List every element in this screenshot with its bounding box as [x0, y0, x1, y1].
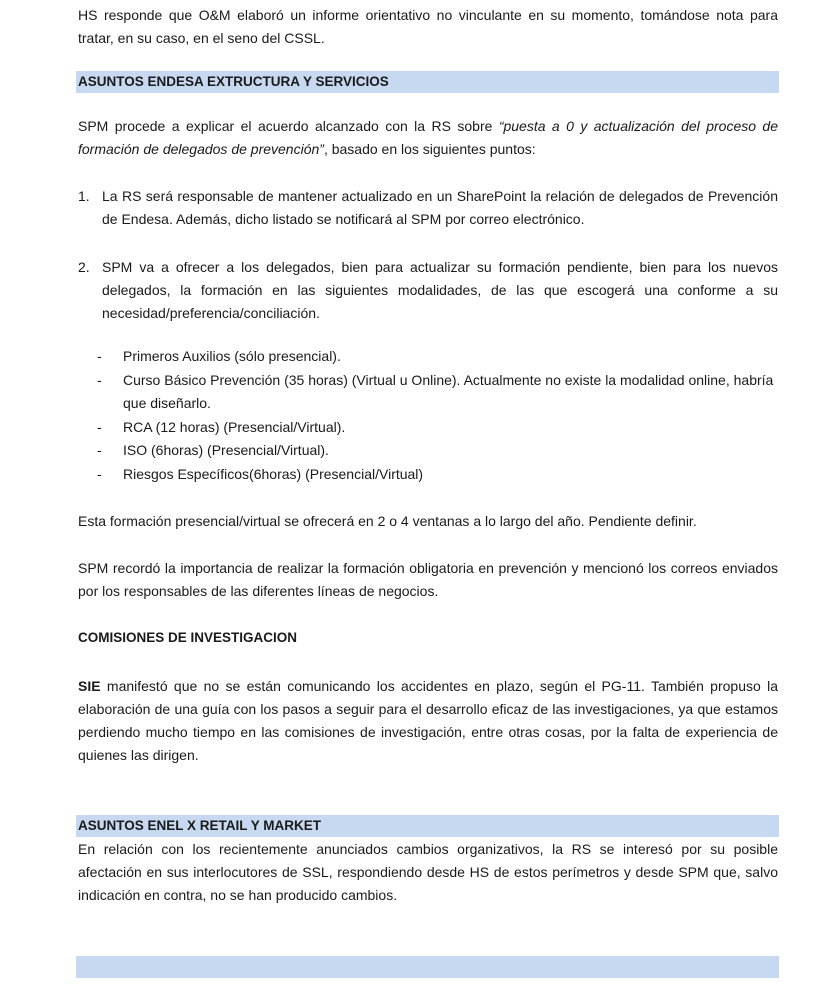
point-text: La RS será responsable de mantener actualizado en un SharePoint la relación de delegados de Prevención de Endesa. Además, dicho listado se notificará al SPM por correo electrónico.: [102, 188, 778, 227]
list-item: [78, 369, 778, 416]
list-item: [78, 416, 778, 440]
intro-paragraph: HS responde que O&M elaboró un informe orientativo no vinculante en su momento, tomándose nota para tratar, en su caso, en el seno del CSSL.: [78, 7, 778, 46]
reminder-paragraph: SPM recordó la importancia de realizar la formación obligatoria en prevención y mencionó los correos enviados por los responsables de las diferentes líneas de negocios.: [78, 560, 778, 599]
modalities-list: [78, 345, 778, 486]
endesa-intro-pre: SPM procede a explicar el acuerdo alcanzado con la RS sobre: [78, 118, 499, 134]
list-item-text: RCA (12 horas) (Presencial/Virtual).: [123, 418, 346, 435]
section-heading-endesa: ASUNTOS ENDESA EXTRUCTURA Y SERVICIOS: [78, 74, 389, 89]
comisiones-paragraph: [78, 675, 778, 767]
list-item-text: Primeros Auxilios (sólo presencial).: [123, 348, 341, 364]
dash-bullet: -: [97, 465, 102, 482]
numbered-point-1: [78, 185, 778, 231]
speaker-label: SIE: [78, 678, 101, 694]
section-heading-enelx: ASUNTOS ENEL X RETAIL Y MARKET: [78, 818, 322, 833]
endesa-intro-post: , basado en los siguientes puntos:: [323, 141, 536, 157]
point-text: SPM va a ofrecer a los delegados, bien para actualizar su formación pendiente, bien para los nuevos delegados, la formación en las siguientes modalidades, de las que escogerá una conforme a su necesidad/preferencia/conciliación.: [102, 259, 778, 321]
windows-note-paragraph: Esta formación presencial/virtual se ofrecerá en 2 o 4 ventanas a lo largo del año. Pendiente definir.: [78, 513, 697, 529]
dash-bullet: -: [97, 442, 102, 458]
list-item-text: Curso Básico Prevención (35 horas) (Virtual u Online). Actualmente no existe la modalidad online, habría que diseñarlo.: [123, 371, 774, 411]
numbered-point-2: [78, 256, 778, 325]
enelx-paragraph: En relación con los recientemente anunciados cambios organizativos, la RS se interesó por su posible afectación en sus interlocutores de SSL, respondiendo desde HS de estos perímetros y desde SPM que, salvo indicación en contra, no se han producido cambios.: [78, 841, 778, 903]
list-item-text: Riesgos Específicos(6horas) (Presencial/Virtual): [123, 465, 424, 482]
dash-bullet: -: [97, 371, 102, 388]
list-item: [78, 439, 778, 463]
dash-bullet: -: [97, 418, 102, 435]
empty-heading-band: [76, 956, 779, 978]
comisiones-text: manifestó que no se están comunicando los accidentes en plazo, según el PG-11. También propuso la elaboración de una guía con los pasos a seguir para el desarrollo eficaz de las investigaciones, ya que estamos perdiendo mucho tiempo en las comisiones de investigación, entre otras cosas, por la falta de experiencia de quienes las dirigen.: [78, 678, 778, 763]
endesa-intro-quote: “puesta a 0 y actualización del proceso de formación de delegados de prevención”: [78, 118, 779, 157]
endesa-intro-paragraph: [78, 115, 778, 161]
list-item-text: ISO (6horas) (Presencial/Virtual).: [123, 442, 329, 458]
list-item: [78, 463, 778, 487]
point-number: 1.: [78, 188, 90, 204]
section-heading-comisiones: COMISIONES DE INVESTIGACION: [78, 630, 298, 645]
point-number: 2.: [78, 259, 90, 275]
list-item: [78, 345, 778, 369]
dash-bullet: -: [97, 348, 102, 364]
